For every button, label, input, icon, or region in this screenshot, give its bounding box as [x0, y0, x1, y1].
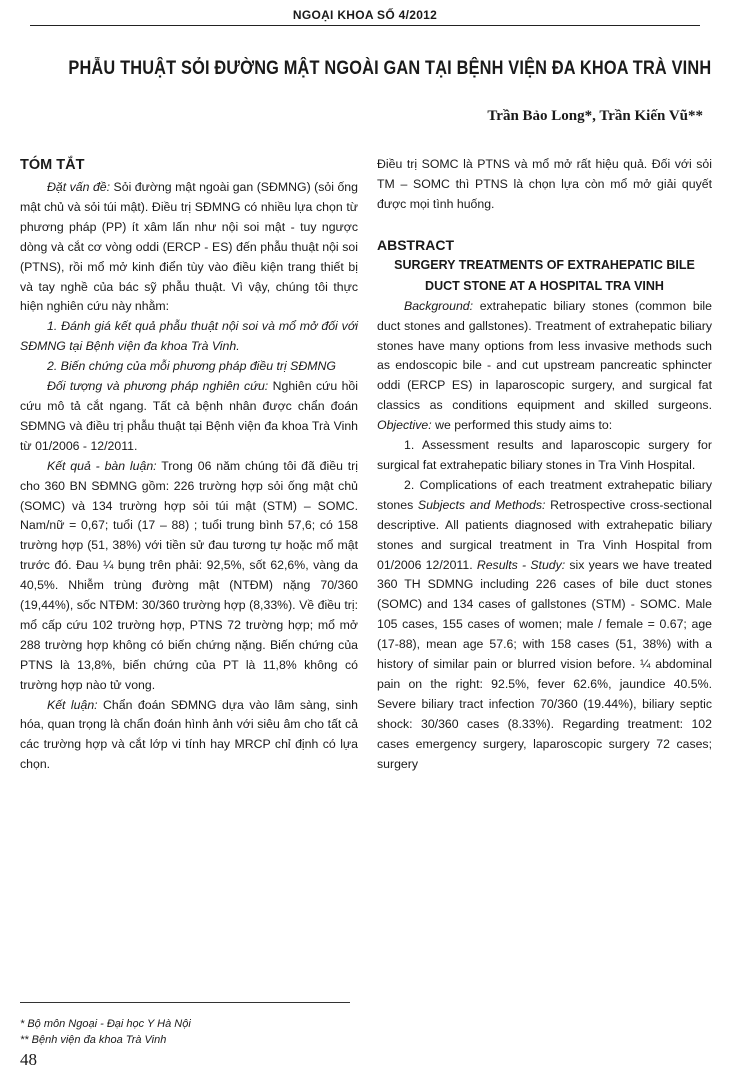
results-text: Trong 06 năm chúng tôi đã điều trị cho 360 BN SĐMNG gồm: 226 trường hợp sỏi ống mật chủ (SOMC) và 134 trường hợp sỏi túi mật (STM) – SOMC. Nam/nữ = 0,67; tuổi (17 – 88) ; tuổi trung bình 57,6; có 158 trường hợp (51, 38%) với tiền sử đau tương tự hoặc mổ mật trước đó. Đau ¼ bụng trên phải: 92,5%, sốt 62,6%, vàng da 40,5%. Nhiễm trùng đường mật (NTĐM) nặng 70/360 (19,44%), sốc NTĐM: 30/360 trường hợp (8,33%). Về điều trị: mổ cấp cứu 102 trường hợp, PTNS 72 trường hợp; mổ mở 288 trường hợp không có biến chứng nặng. Biến chứng của PTNS là 13,8%, biến chứng của PT là 11,8% không có trường hợp nào tử vong. — [20, 458, 359, 692]
abstract-results-label: Results - Study: — [476, 557, 566, 572]
background-text: Sỏi đường mật ngoài gan (SĐMNG) (sỏi ống mật chủ và sỏi túi mật). Điều trị SĐMNG có nhiều lựa chọn từ phương pháp (PP) ít xâm lấn như nội soi mật - tuy ngược dòng và cắt cơ vòng oddi (ERCP - ES) đến phẫu thuật nội soi (PTNS), rồi mổ mở kinh điển tùy vào điều kiện trang thiết bị và tay nghề của bác sỹ phẫu thuật. Vì vậy, chúng tôi thực hiện nghiên cứu này nhằm: — [20, 180, 358, 314]
abstract-objective-2 — [377, 476, 712, 775]
footnote-affiliation-1: * Bộ môn Ngoại - Đại học Y Hà Nội — [20, 1018, 191, 1030]
summary-heading: TÓM TẮT — [20, 157, 85, 173]
abstract-heading: ABSTRACT — [377, 236, 454, 253]
summary-conclusion-continued: Điều trị SOMC là PTNS và mổ mở rất hiệu quả. Đối với sỏi TM – SOMC thì PTNS là chọn lựa còn mổ mở giải quyết được mọi tình huống. — [377, 157, 712, 211]
summary-conclusion — [20, 696, 358, 776]
conclusion-label: Kết luận: — [47, 697, 98, 712]
abstract-title: SURGERY TREATMENTS OF EXTRAHEPATIC BILE DUCT STONE AT A HOSPITAL TRA VINH — [394, 257, 695, 293]
methods-label: Đối tượng và phương pháp nghiên cứu: — [47, 379, 269, 394]
background-label: Đặt vấn đề: — [47, 180, 111, 194]
article-title: PHẪU THUẬT SỎI ĐƯỜNG MẬT NGOÀI GAN TẠI BỆNH VIỆN ĐA KHOA TRÀ VINH — [68, 58, 712, 79]
footnote-affiliation-2: ** Bệnh viện đa khoa Trà Vinh — [20, 1034, 167, 1046]
abstract-background-label: Background: — [404, 298, 474, 313]
header-divider — [30, 25, 700, 26]
abstract-background — [377, 297, 712, 436]
abstract-objective-label: Objective: — [377, 418, 432, 433]
article-authors: Trần Bảo Long*, Trần Kiến Vũ** — [487, 108, 703, 124]
abstract-methods-text: Retrospective cross-sectional descriptive. All patients diagnosed with extrahepatic biliary stones and surgical treatment in Tra Vinh Hospital from 01/2006 12/2011. — [377, 497, 712, 572]
results-label: Kết quả - bàn luận: — [47, 458, 157, 473]
summary-background — [20, 178, 358, 317]
summary-objective-2: 2. Biến chứng của mỗi phương pháp điều trị SĐMNG — [47, 359, 336, 374]
page-number: 48 — [20, 1050, 37, 1069]
abstract-results-text: six years we have treated 360 TH SDMNG including 226 cases of bile duct stones (SOMC) and 134 cases of gallstones (STM) - SOMC. Male 105 cases, 155 cases of women; male / female = 0.67; age (17-88), mean age 57.6; with 158 cases (51, 38%) with a history of similar pain or blurred vision before. ¼ abdominal pain on the right: 92.5%, fever 62.6%, jaundice 40.5%. Severe biliary tract infection 70/360 (19.44%), biliary septic shock: 30/360 cases (8.33%). Regarding treatment: 102 cases emergency surgery, laparoscopic surgery 72 cases; surgery — [377, 557, 712, 771]
summary-objective-1: 1. Đánh giá kết quả phẫu thuật nội soi và mổ mở đối với SĐMNG tại Bệnh viện đa khoa Trà Vinh. — [20, 319, 358, 354]
abstract-objective-text: we performed this study aims to: — [431, 418, 613, 433]
footnote-divider — [20, 1002, 350, 1003]
right-column — [377, 155, 712, 774]
summary-results — [20, 457, 358, 696]
summary-methods — [20, 377, 358, 457]
left-column — [20, 155, 358, 775]
abstract-background-text: extrahepatic biliary stones (common bile duct stones and gallstones). Treatment of extrahepatic biliary stones have many options from less invasive methods such as endoscopic bile - and cut upstream pancreatic sphincter oddi (ERCP ES) in laparoscopic surgery, and surgical fat classics as conditions equipment and skilled surgeons. — [377, 298, 712, 413]
conclusion-text: Chẩn đoán SĐMNG dựa vào lâm sàng, sinh hóa, quan trọng là chẩn đoán hình ảnh với siêu âm cho tất cả các trường hợp và cắt lớp vi tính hay MRCP chỉ định có lựa chọn. — [20, 697, 359, 772]
abstract-methods-label: Subjects and Methods: — [417, 497, 546, 512]
abstract-objective-1: 1. Assessment results and laparoscopic surgery for surgical fat extrahepatic biliary stones in Tra Vinh Hospital. — [377, 438, 712, 472]
abstract-objective-2-text: 2. Complications of each treatment extrahepatic biliary stones — [377, 477, 712, 512]
methods-text: Nghiên cứu hồi cứu mô tả cắt ngang. Tất cả bệnh nhân được chẩn đoán SĐMNG và điều trị phẫu thuật tại Bệnh viện đa khoa Trà Vinh từ 01/2006 - 12/2011. — [20, 379, 358, 453]
journal-header: NGOẠI KHOA SỐ 4/2012 — [292, 8, 438, 22]
